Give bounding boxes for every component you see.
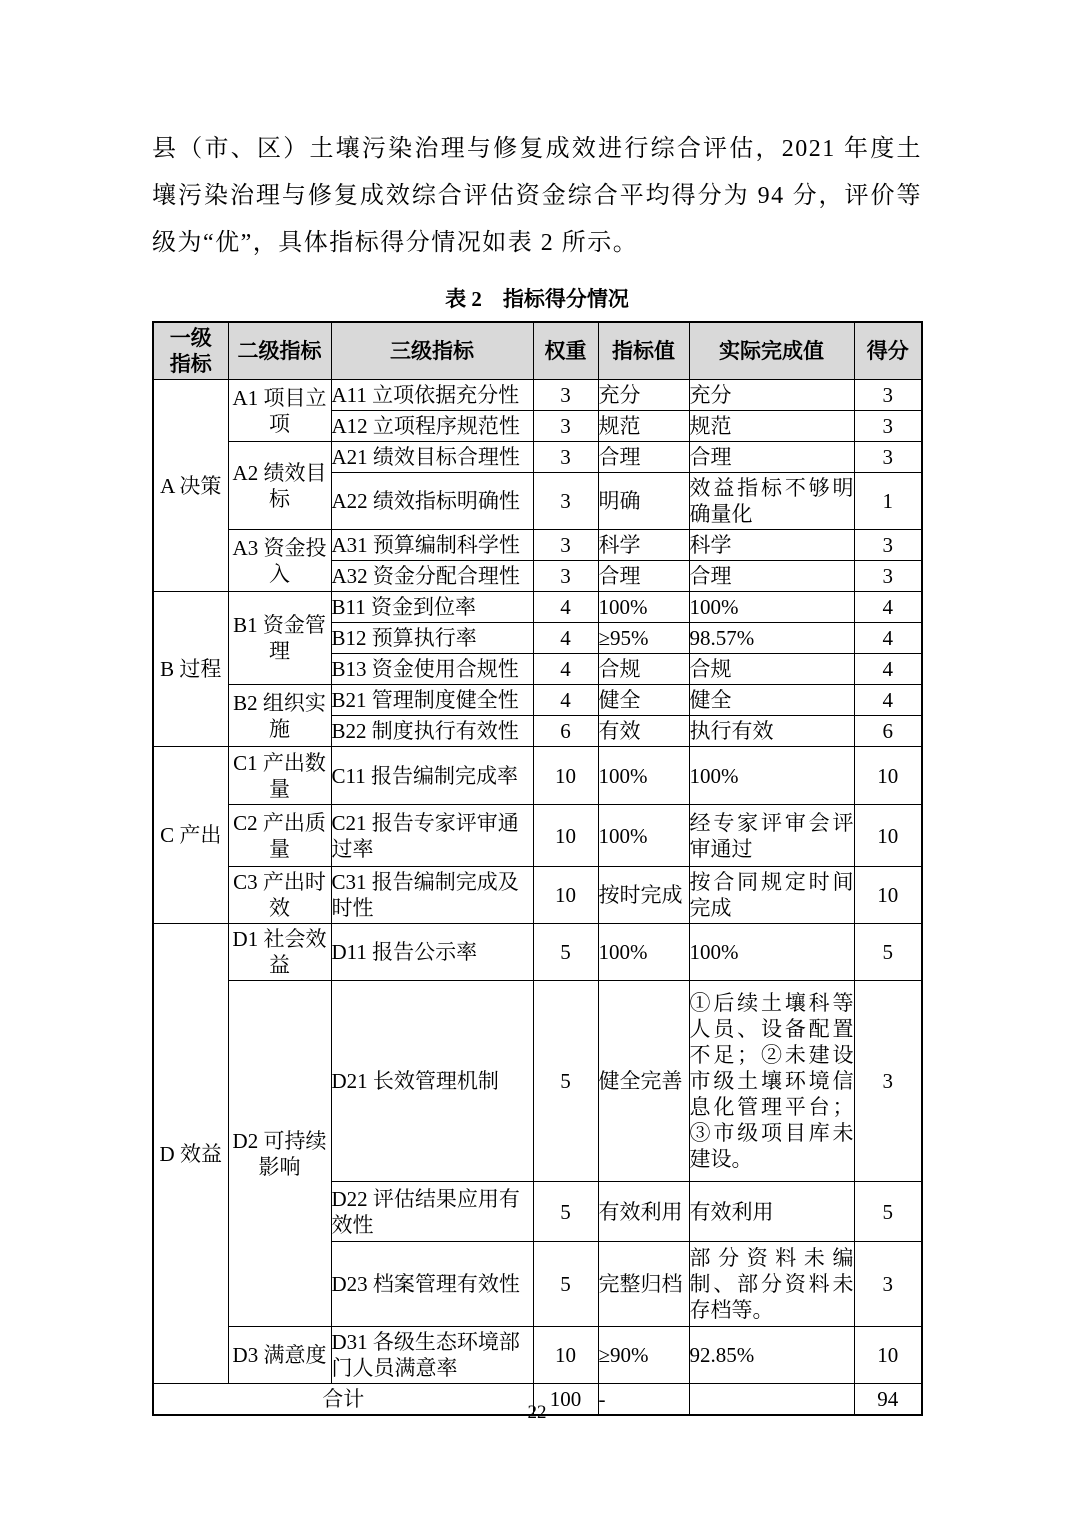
cell-level3: A22 绩效指标明确性 <box>331 473 533 530</box>
cell-weight: 5 <box>533 1242 598 1327</box>
table-row-c21 <box>153 805 922 867</box>
cell-level3: A11 立项依据充分性 <box>331 380 533 411</box>
cell-level2-a3: A3 资金投入 <box>228 530 331 592</box>
cell-target: 合规 <box>598 654 689 685</box>
cell-level2-a1: A1 项目立项 <box>228 380 331 442</box>
header-level1: 一级指标 <box>153 322 228 380</box>
cell-level3: D21 长效管理机制 <box>331 981 533 1182</box>
cell-weight: 6 <box>533 716 598 747</box>
cell-weight: 3 <box>533 380 598 411</box>
cell-target: 科学 <box>598 530 689 561</box>
cell-score: 4 <box>854 623 922 654</box>
table-row-d11 <box>153 924 922 981</box>
cell-actual: 98.57% <box>689 623 854 654</box>
cell-target: 充分 <box>598 380 689 411</box>
cell-score: 4 <box>854 685 922 716</box>
header-level2: 二级指标 <box>228 322 331 380</box>
cell-level1-a: A 决策 <box>153 380 228 592</box>
cell-score: 3 <box>854 442 922 473</box>
cell-actual: 有效利用 <box>689 1182 854 1242</box>
cell-weight: 10 <box>533 805 598 867</box>
cell-score: 4 <box>854 592 922 623</box>
cell-target: 有效利用 <box>598 1182 689 1242</box>
cell-level3: B22 制度执行有效性 <box>331 716 533 747</box>
cell-score: 6 <box>854 716 922 747</box>
page-number: 22 <box>527 1402 547 1423</box>
cell-weight: 10 <box>533 1327 598 1384</box>
cell-level3: C21 报告专家评审通过率 <box>331 805 533 867</box>
cell-actual: ①后续土壤科等人员、设备配置不足；②未建设市级土壤环境信息化管理平台；③市级项目库未建设。 <box>689 981 854 1182</box>
cell-level3: C31 报告编制完成及时性 <box>331 867 533 924</box>
cell-target: 健全 <box>598 685 689 716</box>
cell-level2-b1: B1 资金管理 <box>228 592 331 685</box>
cell-weight: 4 <box>533 623 598 654</box>
cell-weight: 4 <box>533 654 598 685</box>
table-row-b21 <box>153 685 922 716</box>
cell-total-weight: 100 <box>533 1384 598 1416</box>
cell-level1-c: C 产出 <box>153 747 228 924</box>
body-paragraph: 县（市、区）土壤污染治理与修复成效进行综合评估，2021 年度土壤污染治理与修复成效综合评估资金综合平均得分为 94 分，评价等级为“优”，具体指标得分情况如表 2 所示。 <box>152 136 922 256</box>
cell-target: 合理 <box>598 442 689 473</box>
cell-actual: 效益指标不够明确量化 <box>689 473 854 530</box>
cell-weight: 10 <box>533 747 598 805</box>
table-row-c31 <box>153 867 922 924</box>
cell-weight: 4 <box>533 592 598 623</box>
cell-score: 3 <box>854 981 922 1182</box>
cell-actual: 部分资料未编制、部分资料未存档等。 <box>689 1242 854 1327</box>
cell-weight: 3 <box>533 530 598 561</box>
cell-score: 3 <box>854 411 922 442</box>
cell-target: ≥95% <box>598 623 689 654</box>
cell-target: ≥90% <box>598 1327 689 1384</box>
cell-actual: 100% <box>689 924 854 981</box>
header-actual: 实际完成值 <box>689 322 854 380</box>
cell-score: 3 <box>854 1242 922 1327</box>
table-row-c11 <box>153 747 922 805</box>
cell-score: 3 <box>854 561 922 592</box>
cell-weight: 3 <box>533 442 598 473</box>
cell-target: 100% <box>598 747 689 805</box>
header-level3: 三级指标 <box>331 322 533 380</box>
cell-weight: 4 <box>533 685 598 716</box>
table-row-d31 <box>153 1327 922 1384</box>
table-row-b11 <box>153 592 922 623</box>
cell-level3: B13 资金使用合规性 <box>331 654 533 685</box>
cell-target: 按时完成 <box>598 867 689 924</box>
cell-target: 规范 <box>598 411 689 442</box>
cell-weight: 5 <box>533 924 598 981</box>
cell-target: 健全完善 <box>598 981 689 1182</box>
indicator-score-table <box>152 321 923 1416</box>
table-row-a31 <box>153 530 922 561</box>
cell-score: 1 <box>854 473 922 530</box>
table-row-a21 <box>153 442 922 473</box>
cell-actual: 规范 <box>689 411 854 442</box>
cell-actual: 健全 <box>689 685 854 716</box>
cell-actual: 科学 <box>689 530 854 561</box>
cell-weight: 5 <box>533 1182 598 1242</box>
cell-weight: 3 <box>533 411 598 442</box>
cell-actual: 100% <box>689 747 854 805</box>
table-title: 表 2 指标得分情况 <box>445 287 629 311</box>
cell-score: 4 <box>854 654 922 685</box>
cell-level2-c1: C1 产出数量 <box>228 747 331 805</box>
cell-actual: 经专家评审会评审通过 <box>689 805 854 867</box>
cell-level2-d2: D2 可持续影响 <box>228 981 331 1327</box>
page-content <box>152 126 922 1416</box>
cell-level3: D11 报告公示率 <box>331 924 533 981</box>
cell-actual: 100% <box>689 592 854 623</box>
cell-level2-d1: D1 社会效益 <box>228 924 331 981</box>
cell-level2-b2: B2 组织实施 <box>228 685 331 747</box>
cell-total-target: - <box>598 1384 689 1416</box>
cell-level3: D31 各级生态环境部门人员满意率 <box>331 1327 533 1384</box>
cell-target: 明确 <box>598 473 689 530</box>
cell-actual: 92.85% <box>689 1327 854 1384</box>
cell-level3: B21 管理制度健全性 <box>331 685 533 716</box>
cell-target: 100% <box>598 805 689 867</box>
table-row-d21 <box>153 981 922 1182</box>
cell-level2-c3: C3 产出时效 <box>228 867 331 924</box>
cell-level3: D23 档案管理有效性 <box>331 1242 533 1327</box>
cell-target: 100% <box>598 592 689 623</box>
cell-actual: 合理 <box>689 442 854 473</box>
cell-total-label: 合计 <box>153 1384 533 1416</box>
cell-score: 3 <box>854 380 922 411</box>
cell-score: 5 <box>854 924 922 981</box>
header-score: 得分 <box>854 322 922 380</box>
cell-level3: A21 绩效目标合理性 <box>331 442 533 473</box>
cell-level2-a2: A2 绩效目标 <box>228 442 331 530</box>
cell-level3: A31 预算编制科学性 <box>331 530 533 561</box>
cell-target: 有效 <box>598 716 689 747</box>
cell-level3: A32 资金分配合理性 <box>331 561 533 592</box>
cell-target: 完整归档 <box>598 1242 689 1327</box>
cell-score: 10 <box>854 747 922 805</box>
cell-score: 10 <box>854 867 922 924</box>
cell-level3: D22 评估结果应用有效性 <box>331 1182 533 1242</box>
cell-level2-d3: D3 满意度 <box>228 1327 331 1384</box>
cell-level3: C11 报告编制完成率 <box>331 747 533 805</box>
cell-score: 10 <box>854 805 922 867</box>
cell-target: 100% <box>598 924 689 981</box>
table-header-row <box>153 322 922 380</box>
cell-actual: 合理 <box>689 561 854 592</box>
cell-actual: 充分 <box>689 380 854 411</box>
cell-level3: B11 资金到位率 <box>331 592 533 623</box>
cell-level1-d: D 效益 <box>153 924 228 1384</box>
cell-level2-c2: C2 产出质量 <box>228 805 331 867</box>
cell-weight: 3 <box>533 473 598 530</box>
cell-level3: B12 预算执行率 <box>331 623 533 654</box>
cell-level3: A12 立项程序规范性 <box>331 411 533 442</box>
cell-score: 5 <box>854 1182 922 1242</box>
cell-level1-b: B 过程 <box>153 592 228 747</box>
cell-weight: 5 <box>533 981 598 1182</box>
table-row-a11 <box>153 380 922 411</box>
header-target: 指标值 <box>598 322 689 380</box>
header-weight: 权重 <box>533 322 598 380</box>
cell-actual: 执行有效 <box>689 716 854 747</box>
cell-actual: 按合同规定时间完成 <box>689 867 854 924</box>
cell-weight: 10 <box>533 867 598 924</box>
cell-total-score: 94 <box>854 1384 922 1416</box>
cell-score: 10 <box>854 1327 922 1384</box>
cell-score: 3 <box>854 530 922 561</box>
cell-actual: 合规 <box>689 654 854 685</box>
cell-target: 合理 <box>598 561 689 592</box>
cell-weight: 3 <box>533 561 598 592</box>
